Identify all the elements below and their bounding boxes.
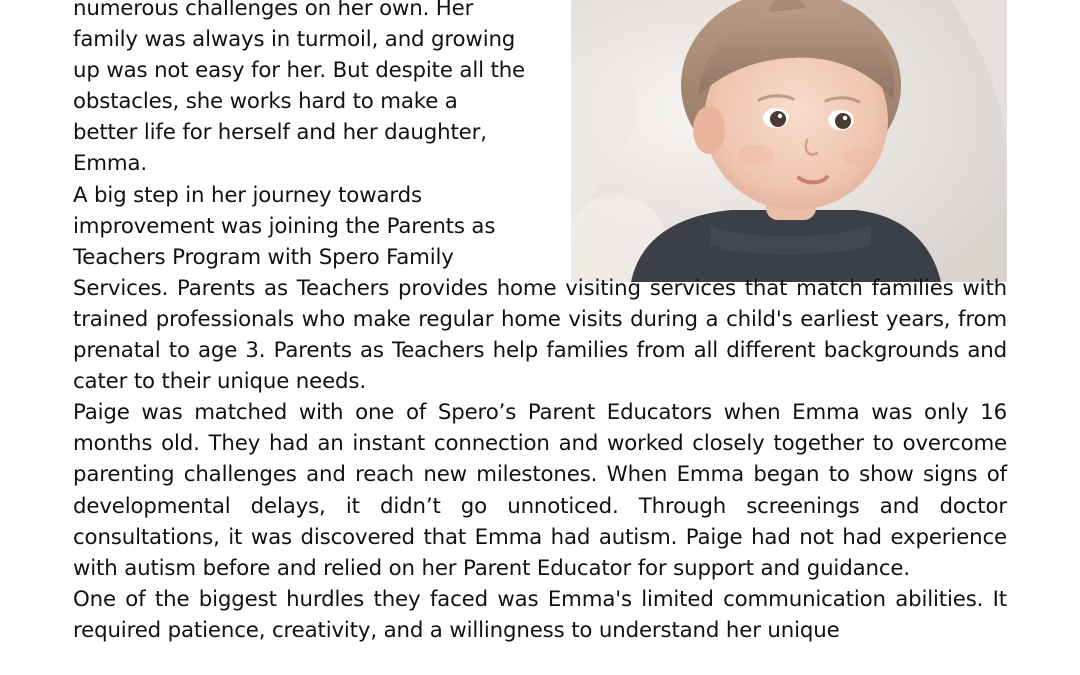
p1-line: obstacles, she works hard to make a — [73, 89, 458, 115]
p2-line: A big step in her journey towards — [73, 182, 422, 208]
paragraph-4: One of the biggest hurdles they faced was Emma's limited communication abilities. It required patience, creativity, and a willingness to understand her unique — [73, 586, 1007, 643]
paragraph-1 — [73, 0, 548, 180]
story-text — [73, 0, 1007, 646]
p1-line: Emma. — [73, 151, 148, 177]
p1-line: family was always in turmoil, and growing — [73, 27, 516, 53]
p1-line: numerous challenges on her own. Her — [73, 0, 474, 21]
p2-line: Teachers Program with Spero Family — [73, 244, 454, 270]
p1-line: up was not easy for her. But despite all the — [73, 58, 525, 84]
p1-line: better life for herself and her daughter, — [73, 120, 487, 146]
paragraph-2 — [73, 180, 1007, 398]
p2-line: improvement was joining the Parents as — [73, 213, 496, 239]
p2-body: Services. Parents as Teachers provides home visiting services that match families with trained professionals who make regular home visits during a child's earliest years, from prenatal to age 3. Parents as Teachers help families from all different backgrounds and cater to their unique needs. — [73, 275, 1007, 395]
paragraph-3: Paige was matched with one of Spero’s Parent Educators when Emma was only 16 months old. They had an instant connection and worked closely together to overcome parenting challenges and reach new milestones. When Emma began to show signs of developmental delays, it didn’t go unnoticed. Through screenings and doctor consultations, it was discovered that Emma had autism. Paige had not had experience with autism before and relied on her Parent Educator for support and guidance. — [73, 400, 1007, 581]
